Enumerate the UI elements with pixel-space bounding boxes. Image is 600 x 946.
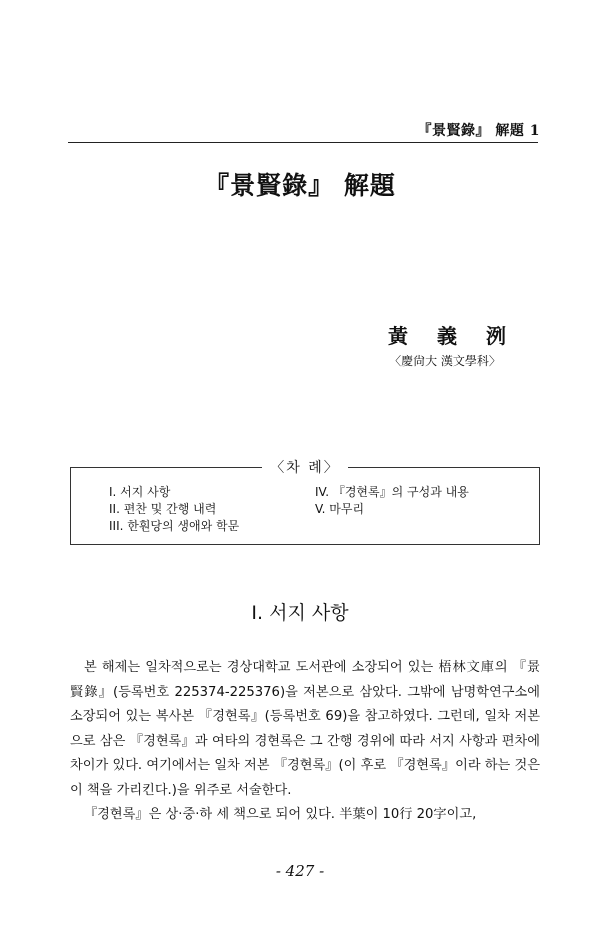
paragraph: 본 해제는 일차적으로는 경상대학교 도서관에 소장되어 있는 梧林文庫의 『景賢錄』(등록번호 225374-225376)을 저본으로 삼았다. 그밖에 남명학연구소에 소장되어 있는 복사본 『경현록』(등록번호 69)을 참고하였다. 그런데, 일차 저본으로 삼은 『경현록』과 여타의 경현록은 그 간행 경위에 따라 서지 사항과 편차에 차이가 있다. 여기에서는 일차 저본 『경현록』(이 후로 『경현록』이라 하는 것은 이 책을 가리킨다.)을 위주로 서술한다. bbox=[70, 660, 540, 798]
author-name-char: 黃 bbox=[388, 324, 408, 348]
author-affiliation: 〈慶尙大 漢文學科〉 bbox=[389, 354, 501, 368]
toc-left-column bbox=[109, 484, 239, 535]
table-of-contents bbox=[70, 460, 540, 545]
toc-right-column bbox=[315, 484, 469, 518]
document-title: 『景賢錄』 解題 bbox=[204, 171, 396, 200]
paragraph: 『경현록』은 상·중·하 세 책으로 되어 있다. 半葉이 10行 20字이고, bbox=[84, 807, 477, 822]
toc-item: II. 편찬 및 간행 내력 bbox=[109, 502, 217, 516]
toc-item: V. 마무리 bbox=[315, 502, 365, 516]
toc-item: I. 서지 사항 bbox=[109, 485, 171, 499]
running-head: 『景賢錄』 解題 1 bbox=[417, 123, 540, 139]
header-rule bbox=[68, 142, 538, 143]
author-name-char: 義 bbox=[437, 324, 457, 348]
body-text bbox=[70, 656, 540, 828]
toc-item: IV. 『경현록』의 구성과 내용 bbox=[315, 485, 469, 499]
author-name-char: 洌 bbox=[486, 324, 506, 348]
author-name bbox=[388, 320, 506, 349]
section-heading: I. 서지 사항 bbox=[251, 602, 349, 624]
toc-item: III. 한훤당의 생애와 학문 bbox=[109, 519, 240, 533]
page-number: - 427 - bbox=[275, 862, 325, 880]
toc-heading: 〈차 례〉 bbox=[262, 460, 348, 476]
